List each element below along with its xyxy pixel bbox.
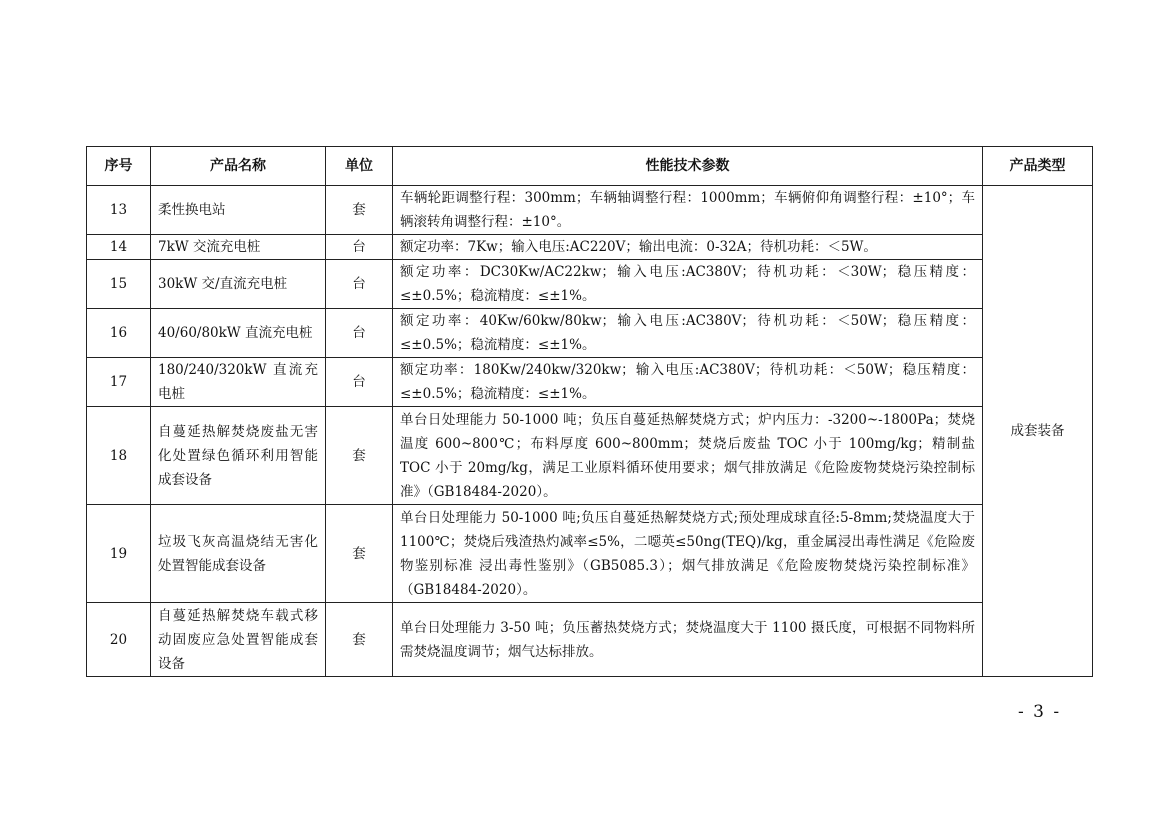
row-product-name: 40/60/80kW 直流充电桩: [151, 309, 326, 358]
row-unit: 台: [326, 235, 393, 260]
row-product-name: 自蔓延热解焚烧车载式移动固废应急处置智能成套设备: [151, 603, 326, 677]
row-unit: 台: [326, 358, 393, 407]
page-number: - 3 -: [1018, 702, 1062, 722]
table-row: [87, 186, 1093, 235]
row-tech-params: 额定功率：40Kw/60kw/80kw；输入电压:AC380V；待机功耗：＜50W；稳压精度：≤±0.5%；稳流精度：≤±1%。: [393, 309, 983, 358]
row-serial-no: 17: [87, 358, 151, 407]
row-tech-params: 车辆轮距调整行程：300mm；车辆轴调整行程：1000mm；车辆俯仰角调整行程：±10°；车辆滚转角调整行程：±10°。: [393, 186, 983, 235]
product-spec-table: [86, 146, 1093, 677]
row-tech-params: 额定功率：7Kw；输入电压:AC220V；输出电流：0-32A；待机功耗：＜5W。: [393, 235, 983, 260]
row-tech-params: 单台日处理能力 3-50 吨；负压蓄热焚烧方式；焚烧温度大于 1100 摄氏度，可根据不同物料所需焚烧温度调节；烟气达标排放。: [393, 603, 983, 677]
row-serial-no: 15: [87, 260, 151, 309]
product-type-cell: 成套装备: [983, 186, 1093, 677]
row-serial-no: 20: [87, 603, 151, 677]
table-row: [87, 260, 1093, 309]
header-serial-no: 序号: [87, 147, 151, 186]
table-row: [87, 309, 1093, 358]
row-product-name: 柔性换电站: [151, 186, 326, 235]
row-tech-params: 额定功率：180Kw/240kw/320kw；输入电压:AC380V；待机功耗：＜50W；稳压精度：≤±0.5%；稳流精度：≤±1%。: [393, 358, 983, 407]
row-product-name: 垃圾飞灰高温烧结无害化处置智能成套设备: [151, 505, 326, 603]
row-serial-no: 13: [87, 186, 151, 235]
row-unit: 套: [326, 186, 393, 235]
table-header-row: [87, 147, 1093, 186]
table-row: [87, 407, 1093, 505]
header-tech-params: 性能技术参数: [393, 147, 983, 186]
row-serial-no: 19: [87, 505, 151, 603]
row-unit: 套: [326, 407, 393, 505]
table-row: [87, 603, 1093, 677]
row-product-name: 180/240/320kW 直流充电桩: [151, 358, 326, 407]
table-row: [87, 358, 1093, 407]
table-row: [87, 235, 1093, 260]
header-product-type: 产品类型: [983, 147, 1093, 186]
row-serial-no: 18: [87, 407, 151, 505]
row-product-name: 7kW 交流充电桩: [151, 235, 326, 260]
row-tech-params: 额定功率：DC30Kw/AC22kw；输入电压:AC380V；待机功耗：＜30W；稳压精度：≤±0.5%；稳流精度：≤±1%。: [393, 260, 983, 309]
row-product-name: 30kW 交/直流充电桩: [151, 260, 326, 309]
table-row: [87, 505, 1093, 603]
row-unit: 套: [326, 505, 393, 603]
row-tech-params: 单台日处理能力 50-1000 吨；负压自蔓延热解焚烧方式；炉内压力：-3200~-1800Pa；焚烧温度 600~800℃；布料厚度 600~800mm；焚烧后废盐 TOC 小于 100mg/kg；精制盐 TOC 小于 20mg/kg，满足工业原料循环使用要求；烟气排放满足《危险废物焚烧污染控制标准》（GB18484-2020）。: [393, 407, 983, 505]
row-unit: 台: [326, 260, 393, 309]
header-unit: 单位: [326, 147, 393, 186]
row-product-name: 自蔓延热解焚烧废盐无害化处置绿色循环利用智能成套设备: [151, 407, 326, 505]
row-tech-params: 单台日处理能力 50-1000 吨;负压自蔓延热解焚烧方式;预处理成球直径:5-8mm;焚烧温度大于 1100℃；焚烧后残渣热灼减率≤5%，二噁英≤50ng(TEQ)/kg，重金属浸出毒性满足《危险废物鉴别标准 浸出毒性鉴别》（GB5085.3）；烟气排放满足《危险废物焚烧污染控制标准》（GB18484-2020）。: [393, 505, 983, 603]
row-unit: 台: [326, 309, 393, 358]
row-serial-no: 14: [87, 235, 151, 260]
row-serial-no: 16: [87, 309, 151, 358]
header-product-name: 产品名称: [151, 147, 326, 186]
row-unit: 套: [326, 603, 393, 677]
